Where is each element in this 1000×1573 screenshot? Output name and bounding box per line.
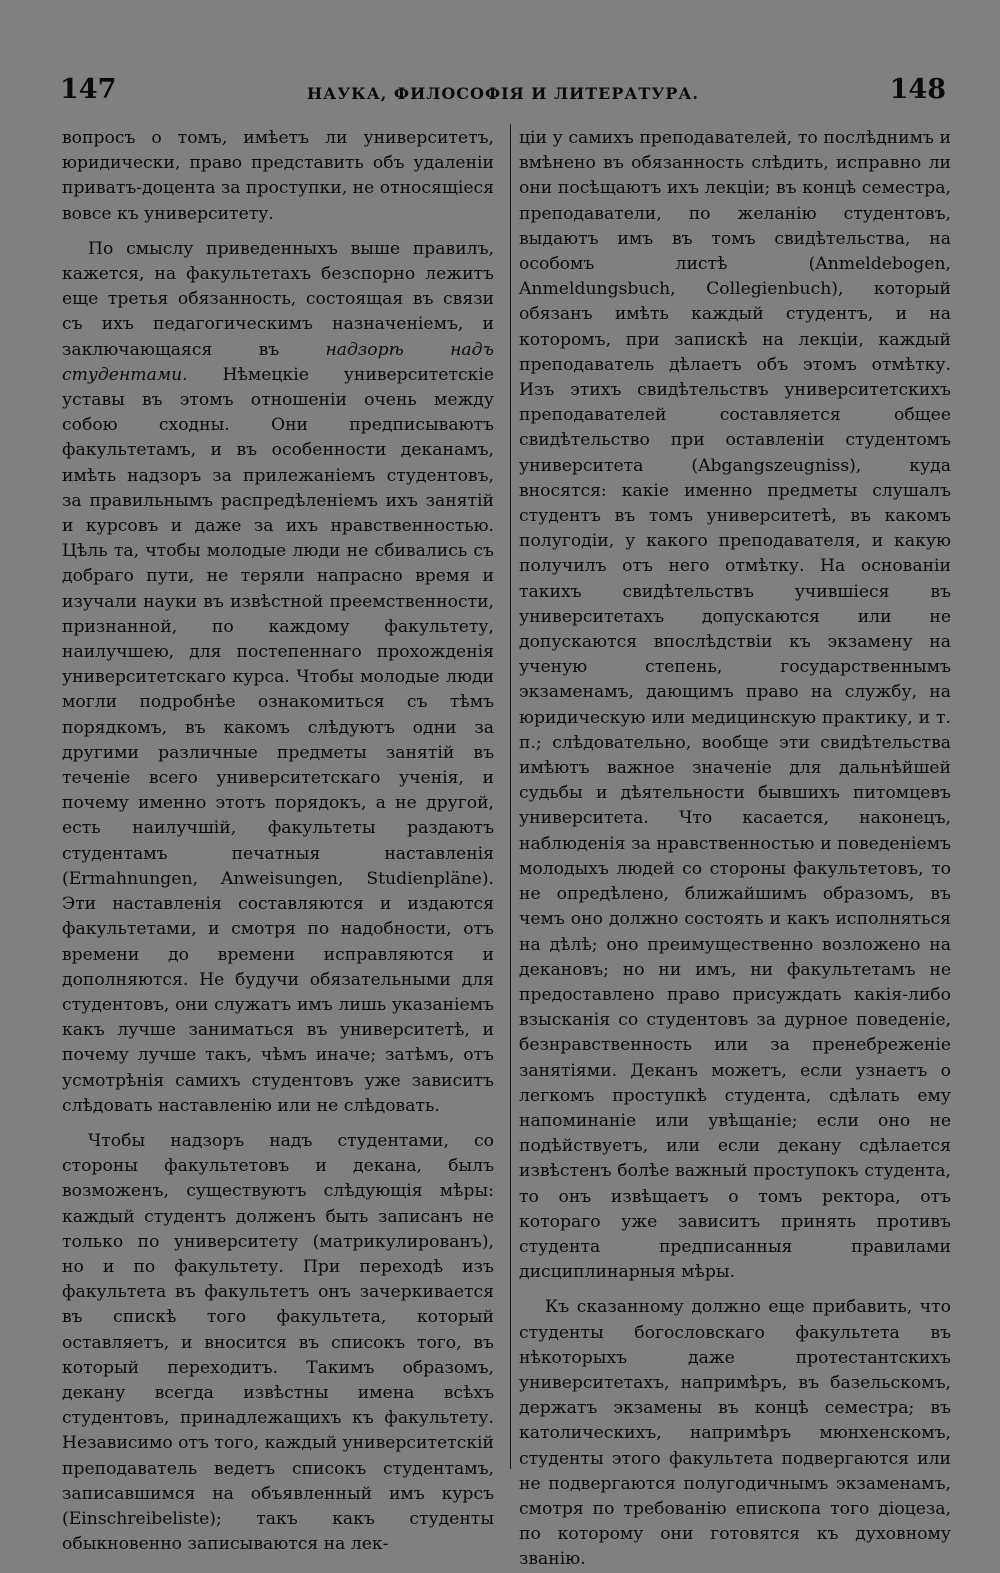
- page-header: [60, 74, 946, 114]
- paragraph: Къ сказанному должно еще прибавить, что студенты богословскаго факультета въ нѣкоторыхъ даже протестантскихъ университетахъ, напримѣръ, въ базельскомъ, держатъ экзамены въ концѣ семестра; въ католическихъ, напримѣръ мюнхенскомъ, студенты этого факультета подвергаются или не подвергаются полугодичнымъ экзаменамъ, смотря по требованію епископа того діоцеза, по которому они готовятся къ духовному званію.: [519, 1297, 951, 1570]
- column-divider: [510, 124, 511, 1469]
- paragraph: ціи у самихъ преподавателей, то послѣднимъ и вмѣнено въ обязанность слѣдить, исправно ли они посѣщаютъ ихъ лекціи; въ концѣ семестра, преподаватели, по желанію студентовъ, выдаютъ имъ въ томъ свидѣтельства, на особомъ листѣ (Anmeldebogen, Anmeldungsbuch, Collegienbuch), который обязанъ имѣть каждый студентъ, и на которомъ, при запискѣ на лекціи, каждый преподаватель дѣлаетъ объ этомъ отмѣтку. Изъ этихъ свидѣтельствъ университетскихъ преподавателей составляется общее свидѣтельство при оставленіи студентомъ университета (Abgangszeugniss), куда вносятся: какіе именно предметы слушалъ студентъ въ томъ университетѣ, въ какомъ полугодіи, у какого преподавателя, и какую получилъ отъ него отмѣтку. На основаніи такихъ свидѣтельствъ учившіеся въ университетахъ допускаются или не допускаются впослѣдствіи къ экзамену на ученую степень, государственнымъ экзаменамъ, дающимъ право на службу, на юридическую или медицинскую практику, и т. п.; слѣдовательно, вообще эти свидѣтельства имѣютъ важное значеніе для дальнѣйшей судьбы и дѣятельности бывшихъ питомцевъ университета. Что касается, наконецъ, наблюденія за нравственностью и поведеніемъ молодыхъ людей со стороны факультетовъ, то не опредѣлено, ближайшимъ образомъ, въ чемъ оно должно состоять и какъ исполняться на дѣлѣ; оно преимущественно возложено на декановъ; но ни имъ, ни факультетамъ не предоставлено право присуждать какія-либо взысканія со студентовъ за дурное поведеніе, безнравственность или за пренебреженіе занятіями. Деканъ можетъ, если узнаетъ о легкомъ проступкѣ студента, сдѣлать ему напоминаніе или увѣщаніе; если оно не подѣйствуетъ, или если декану сдѣлается извѣстенъ болѣе важный проступокъ студента, то онъ извѣщаетъ о томъ ректора, отъ котораго уже зависитъ принять противъ студента предписанныя правилами дисциплинарныя мѣры.: [519, 128, 951, 1283]
- emphasis-text: надзорѣ надъ студентами.: [62, 339, 494, 385]
- left-column: [62, 126, 494, 1557]
- running-title: НАУКА, ФИЛОСОФІЯ И ЛИТЕРАТУРА.: [307, 84, 699, 103]
- paragraph-text: Нѣмецкіе университетскіе уставы въ этомъ отношеніи очень между собою сходны. Они предписываютъ факультетамъ, и въ особенности деканамъ, имѣть надзоръ за прилежаніемъ студентовъ, за правильнымъ распредѣленіемъ ихъ занятій и курсовъ и даже за ихъ нравственностью. Цѣль та, чтобы молодые люди не сбивались съ добраго пути, не теряли напрасно время и изучали науки въ извѣстной преемственности, признанной, по каждому факультету, наилучшею, для постепеннаго прохожденія университетскаго курса. Чтобы молодые люди могли подробнѣе ознакомиться съ тѣмъ порядкомъ, въ какомъ слѣдуютъ одни за другими различные предметы занятій въ теченіе всего университетскаго ученія, и почему именно этотъ порядокъ, а не другой, есть наилучшій, факультеты раздаютъ студентамъ печатныя наставленія (Ermahnungen, Anweisungen, Studienpläne). Эти наставленія составляются и издаются факультетами, и смотря по надобности, отъ времени до времени исправляются и дополняются. Не будучи обязательными для студентовъ, они служатъ имъ лишь указаніемъ какъ лучше заниматься въ университетѣ, и почему лучше такъ, чѣмъ иначе; затѣмъ, отъ усмотрѣнія самихъ студентовъ уже зависитъ слѣдовать наставленію или не слѣдовать.: [62, 364, 494, 1116]
- right-column: [519, 126, 951, 1573]
- page-number-right: 148: [889, 74, 946, 105]
- paragraph: Чтобы надзоръ надъ студентами, со стороны факультетовъ и декана, былъ возможенъ, существуютъ слѣдующія мѣры: каждый студентъ долженъ быть записанъ не только по университету (матрикулированъ), но и по факультету. При переходѣ изъ факультета въ факультетъ онъ зачеркивается въ спискѣ того факультета, который оставляетъ, и вносится въ списокъ того, въ который переходитъ. Такимъ образомъ, декану всегда извѣстны имена всѣхъ студентовъ, принадлежащихъ къ факультету. Независимо отъ того, каждый университетскій преподаватель ведетъ списокъ студентамъ, записавшимся на объявленный имъ курсъ (Einschreibeliste); такъ какъ студенты обыкновенно записываются на лек-: [62, 1130, 495, 1555]
- page-number-left: 147: [60, 74, 117, 105]
- paragraph: вопросъ о томъ, имѣетъ ли университетъ, юридически, право представить объ удаленіи приватъ-доцента за проступки, не относящіеся вовсе къ университету.: [62, 128, 494, 224]
- paragraph: [62, 237, 494, 1119]
- paragraph-text: По смыслу приведенныхъ выше правилъ, кажется, на факультетахъ безспорно лежитъ еще третья обязанность, состоящая въ связи съ ихъ педагогическимъ назначеніемъ, и заключающаяся въ: [62, 238, 494, 360]
